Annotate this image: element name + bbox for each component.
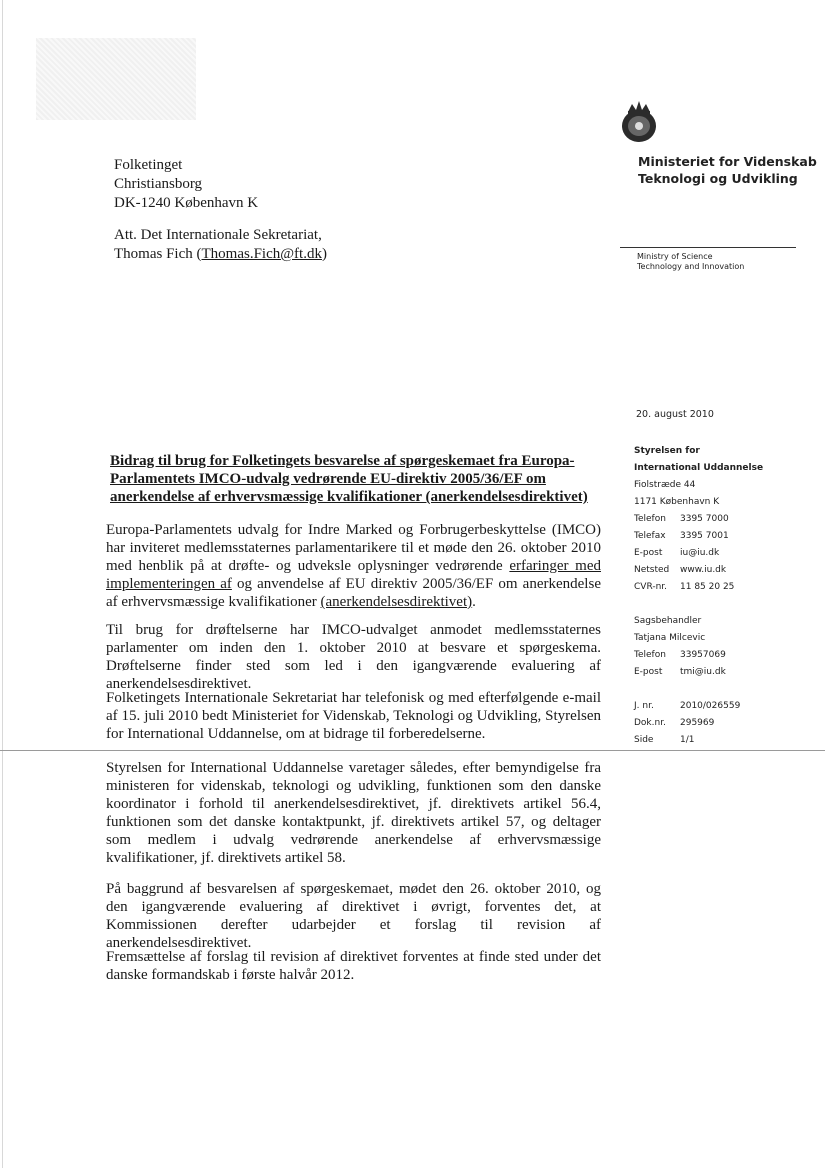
sender-org-line: Styrelsen for [634,446,700,456]
paragraph-text: Europa-Parlamentets udvalg for Indre Marked og Forbrugerbeskyttelse (IMCO) har inviteret medlemsstaternes parlamentarikere til et møde den 26. oktober 2010 med henblik på at drøfte- og udveksle oplysninger vedrørende [106,522,601,574]
caseworker-contact-row [634,664,763,681]
attention-contact [114,245,327,264]
contact-label: Netsted [634,565,670,575]
contact-label: E-post [634,548,663,558]
ministry-name-danish [638,153,817,187]
contact-value: 11 85 20 25 [680,582,735,592]
ministry-name-line: Teknologi og Udvikling [638,171,798,186]
letter-subject-heading: Bidrag til brug for Folketingets besvarelse af spørgeskemaet fra Europa-Parlamentets IMCO-udvalg vedrørende EU-direktiv 2005/36/EF om anerkendelse af erhvervsmæssige kvalifikationer (anerkendelsesdirektivet) [110,453,588,505]
sender-info-column [634,443,763,749]
recipient-line: Christiansborg [114,176,203,192]
ministry-name-english [637,252,744,272]
ministry-name-en-line: Ministry of Science [637,252,713,261]
reference-value: 1/1 [680,735,695,745]
attention-email-link[interactable]: Thomas.Fich@ft.dk [201,246,322,262]
reference-label: J. nr. [634,701,654,711]
reference-label: Dok.nr. [634,718,666,728]
caseworker-name: Tatjana Milcevic [634,633,706,643]
contact-value: iu@iu.dk [680,548,720,558]
spacer [634,596,763,613]
sender-contact-row [634,545,763,562]
attention-name: Thomas Fich ( [114,246,202,262]
scan-fold-line [0,750,825,751]
spacer [634,681,763,698]
caseworker-label: Sagsbehandler [634,616,702,626]
scan-edge-line [2,0,3,1168]
reference-row [634,715,763,732]
scan-noise-area [36,38,196,120]
body-paragraph-3: Folketingets Internationale Sekretariat har telefonisk og med efterfølgende e-mail af 15. juli 2010 bedt Ministeriet for Videnskab, Teknologi og Udvikling, Styrelsen for International Uddannelse, om at bidrage til forberedelserne. [106,690,601,742]
caseworker-contact-row [634,647,763,664]
recipient-line: Folketinget [114,157,183,173]
recipient-line: DK-1240 København K [114,195,259,211]
contact-label: E-post [634,667,663,677]
sender-city: 1171 København K [634,497,720,507]
attention-paren: ) [321,246,327,262]
contact-label: CVR-nr. [634,582,668,592]
reference-label: Side [634,735,654,745]
reference-row [634,732,763,749]
sender-contact-row [634,528,763,545]
body-paragraph-5: På baggrund af besvarelsen af spørgeskemaet, mødet den 26. oktober 2010, og den igangværende evaluering af direktivet i øvrigt, forventes det, at Kommissionen derefter udarbejder et forslag til revision af anerkendelsesdirektivet. [106,881,601,951]
recipient-address [114,156,258,213]
attention-block [114,226,327,264]
reference-value: 295969 [680,718,715,728]
body-paragraph-6: Fremsættelse af forslag til revision af direktivet forventes at finde sted under det danske formandskab i første halvår 2012. [106,949,601,983]
contact-label: Telefon [634,514,666,524]
underlined-phrase: erfaringer med implementeringen af [106,558,601,592]
reference-row [634,698,763,715]
contact-value: www.iu.dk [680,565,727,575]
reference-value: 2010/026559 [680,701,741,711]
ministry-name-en-line: Technology and Innovation [637,262,745,271]
paragraph-text: og anvendelse af EU direktiv 2005/36/EF om anerkendelse af erhvervsmæssige kvalifikationer [106,576,601,610]
contact-label: Telefax [634,531,666,541]
sender-contact-row [634,579,763,596]
paragraph-text: . [472,594,476,610]
letter-date: 20. august 2010 [636,409,714,420]
header-divider [620,247,796,248]
sender-contact-row [634,562,763,579]
crown-logo-icon [614,98,664,144]
attention-line: Att. Det Internationale Sekretariat, [114,227,322,243]
ministry-name-line: Ministeriet for Videnskab [638,154,817,169]
body-paragraph-1 [106,521,601,611]
contact-value: 3395 7001 [680,531,729,541]
underlined-phrase: (anerkendelsesdirektivet) [320,594,473,610]
contact-label: Telefon [634,650,666,660]
contact-value: 3395 7000 [680,514,729,524]
body-paragraph-4: Styrelsen for International Uddannelse varetager således, efter bemyndigelse fra ministeren for videnskab, teknologi og udvikling, funktionen som den danske koordinator i forhold til anerkendelsesdirektivet, jf. direktivets artikel 56.4, funktionen som det danske kontaktpunkt, jf. direktivets artikel 57, og deltager som medlem i udvalg vedrørende anerkendelse af erhvervsmæssige kvalifikationer, jf. direktivets artikel 58. [106,760,601,866]
sender-contact-row [634,511,763,528]
body-paragraph-2: Til brug for drøftelserne har IMCO-udvalget anmodet medlemsstaternes parlamenter om inden den 1. oktober 2010 at besvare et spørgeskema. Drøftelserne finder sted som led i den igangværende evaluering af anerkendelsesdirektivet. [106,622,601,692]
contact-value: tmi@iu.dk [680,667,726,677]
sender-org-line: International Uddannelse [634,463,764,473]
contact-value: 33957069 [680,650,726,660]
sender-street: Fiolstræde 44 [634,480,696,490]
